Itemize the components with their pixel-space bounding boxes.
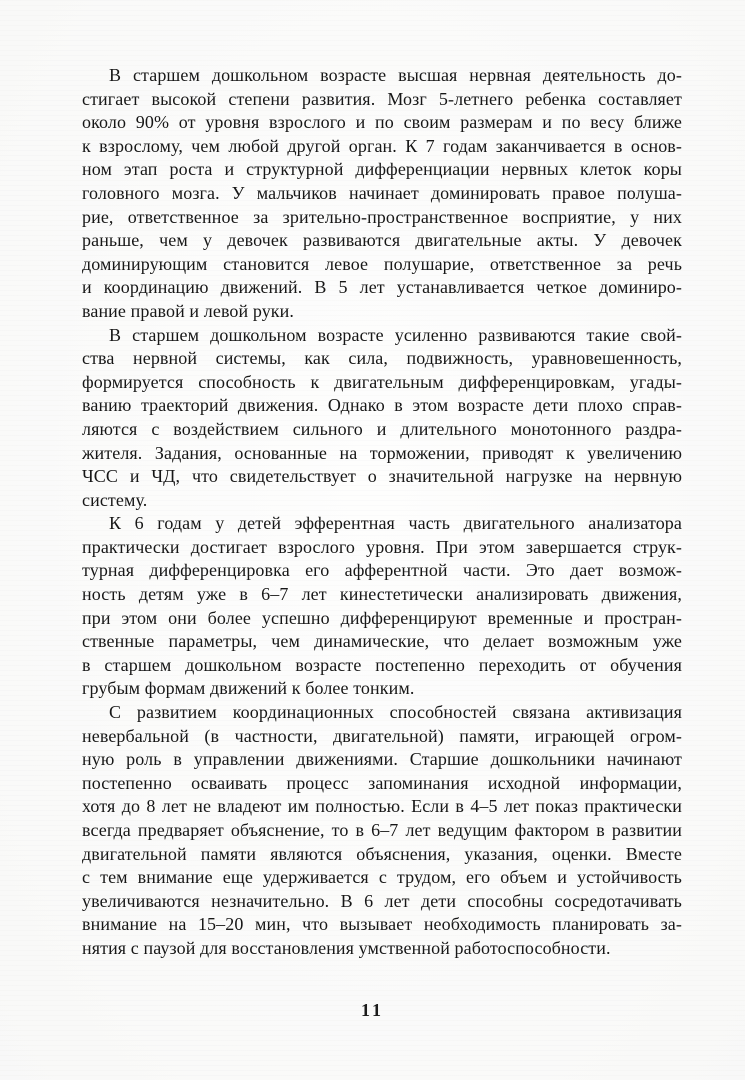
text-line: стигает высокой степени развития. Мозг 5-летнего ребенка составляет — [82, 88, 682, 109]
text-line: постепенно осваивать процесс запоминания исходной информации, — [82, 772, 682, 793]
text-line: рие, ответственное за зрительно-пространственное восприятие, у них — [82, 206, 682, 227]
paragraph — [82, 64, 682, 324]
text-line: с тем внимание еще удерживается с трудом, его объем и устойчивость — [82, 867, 682, 888]
text-line: ность детям уже в 6–7 лет кинестетически анализировать движения, — [82, 584, 682, 605]
text-line: ственные параметры, чем динамические, что делает возможным уже — [82, 631, 682, 652]
text-line: грубым формам движений к более тонким. — [82, 678, 415, 699]
text-line: ную роль в управлении движениями. Старшие дошкольники начинают — [82, 749, 682, 770]
text-line: увеличиваются незначительно. В 6 лет дети способны сосредотачивать — [82, 890, 682, 911]
paragraph — [82, 512, 682, 701]
text-line: невербальной (в частности, двигательной) памяти, играющей огром- — [82, 725, 682, 746]
paragraph — [82, 324, 682, 513]
text-line: В старшем дошкольном возрасте усиленно развиваются такие свой- — [109, 324, 682, 345]
page-footer — [0, 1000, 745, 1021]
text-line: ном этап роста и структурной дифференциации нервных клеток коры — [82, 159, 682, 180]
text-line: систему. — [82, 489, 148, 510]
paragraph — [82, 701, 682, 961]
text-line: доминирующим становится левое полушарие, ответственное за речь — [82, 253, 682, 274]
text-line: хотя до 8 лет не владеют им полностью. Если в 4–5 лет показ практически — [82, 796, 682, 817]
text-line: ЧСС и ЧД, что свидетельствует о значительной нагрузке на нервную — [82, 466, 682, 487]
text-line: ляются с воздействием сильного и длительного монотонного раздра- — [82, 418, 682, 439]
text-line: двигательной памяти являются объяснения, указания, оценки. Вместе — [82, 843, 682, 864]
text-line: и координацию движений. В 5 лет устанавливается четкое доминиро- — [82, 277, 682, 298]
text-line: ванию траекторий движения. Однако в этом возрасте дети плохо справ- — [82, 395, 682, 416]
text-line: В старшем дошкольном возрасте высшая нервная деятельность до- — [109, 65, 682, 85]
page-number: 11 — [360, 1000, 384, 1020]
text-line: К 6 годам у детей эфферентная часть двигательного анализатора — [109, 513, 682, 534]
text-line: практически достигает взрослого уровня. При этом завершается струк- — [82, 536, 682, 557]
text-line: около 90% от уровня взрослого и по своим размерам и по весу ближе — [82, 112, 682, 133]
text-line: головного мозга. У мальчиков начинает доминировать правое полуша- — [82, 182, 682, 203]
text-line: нятия с паузой для восстановления умственной работоспособности. — [82, 937, 611, 958]
text-line: С развитием координационных способностей связана активизация — [109, 702, 682, 723]
text-line: формируется способность к двигательным дифференцировкам, угады- — [82, 371, 682, 392]
text-line: жителя. Задания, основанные на торможении, приводят к увеличению — [82, 442, 682, 463]
text-line: всегда предваряет объяснение, то в 6–7 лет ведущим фактором в развитии — [82, 820, 682, 840]
text-line: в старшем дошкольном возрасте постепенно переходить от обучения — [82, 654, 682, 675]
text-line: турная дифференцировка его афферентной части. Это дает возмож- — [82, 560, 682, 581]
text-block — [82, 64, 682, 961]
text-line: вание правой и левой руки. — [82, 300, 294, 321]
text-line: раньше, чем у девочек развиваются двигательные акты. У девочек — [82, 230, 682, 251]
text-line: при этом они более успешно дифференцируют временные и простран- — [82, 607, 682, 628]
text-line: ства нервной системы, как сила, подвижность, уравновешенность, — [82, 348, 682, 369]
text-line: к взрослому, чем любой другой орган. К 7 годам заканчивается в основ- — [82, 135, 682, 156]
text-line: внимание на 15–20 мин, что вызывает необходимость планировать за- — [82, 914, 682, 935]
